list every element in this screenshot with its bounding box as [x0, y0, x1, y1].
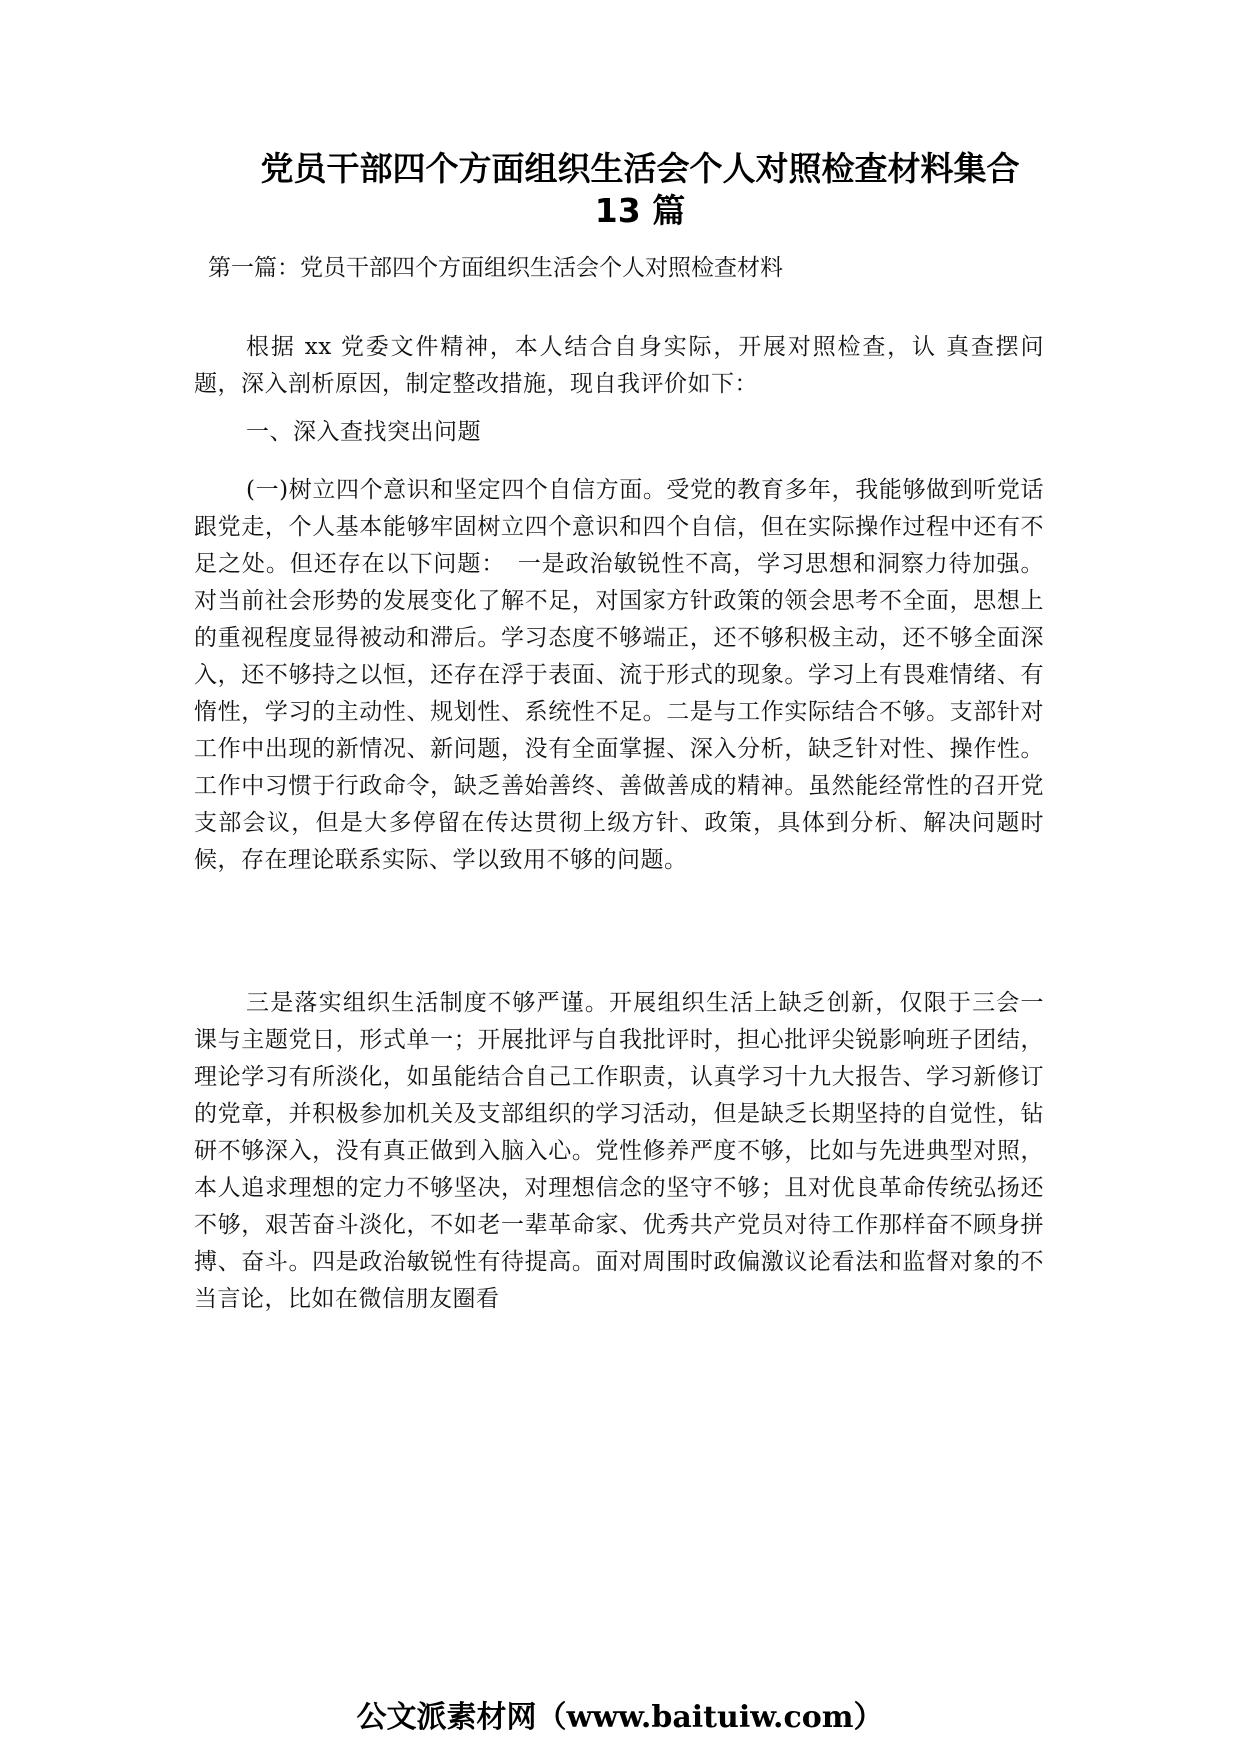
footer-source: 公文派素材网（www.baituiw.com） — [356, 1700, 884, 1735]
title-line-2: 13 篇 — [594, 191, 686, 230]
body-paragraph-2: 三是落实组织生活制度不够严谨。开展组织生活上缺乏创新，仅限于三会一课与主题党日，形式单一；开展批评与自我批评时，担心批评尖锐影响班子团结，理论学习有所淡化，如虽能结合自己工作职责，认真学习十九大报告、学习新修订的党章，并积极参加机关及支部组织的学习活动，但是缺乏长期坚持的自觉性，钻研不够深入，没有真正做到入脑入心。党性修养严度不够，比如与先进典型对照，本人追求理想的定力不够坚决，对理想信念的坚守不够；且对优良革命传统弘扬还不够，艰苦奋斗淡化，不如老一辈革命家、优秀共产党员对待工作那样奋不顾身拼搏、奋斗。四是政治敏锐性有待提高。面对周围时政偏激议论看法和监督对象的不当言论，比如在微信朋友圈看 — [194, 990, 1044, 1312]
title-line-1: 党员干部四个方面组织生活会个人对照检查材料集合 — [260, 149, 1020, 188]
subheading-find-problems: 一、深入查找突出问题 — [246, 419, 481, 445]
body-paragraph-1: (一)树立四个意识和坚定四个自信方面。受党的教育多年，我能够做到听党话跟党走，个人基本能够牢固树立四个意识和四个自信，但在实际操作过程中还有不足之处。但还存在以下问题： 一是政治敏锐性不高，学习思想和洞察力待加强。对当前社会形势的发展变化了解不足，对国家方针政策的领会思考不全面，思想上的重视程度显得被动和滞后。学习态度不够端正，还不够积极主动，还不够全面深入，还不够持之以恒，还存在浮于表面、流于形式的现象。学习上有畏难情绪、有惰性，学习的主动性、规划性、系统性不足。二是与工作实际结合不够。支部针对工作中出现的新情况、新问题，没有全面掌握、深入分析，缺乏针对性、操作性。工作中习惯于行政命令，缺乏善始善终、善做善成的精神。虽然能经常性的召开党支部会议，但是大多停留在传达贯彻上级方针、政策，具体到分析、解决问题时候，存在理论联系实际、学以致用不够的问题。 — [194, 477, 1044, 873]
section-heading: 第一篇：党员干部四个方面组织生活会个人对照检查材料 — [208, 255, 783, 281]
document-title — [190, 148, 1090, 232]
intro-paragraph: 根据 xx 党委文件精神，本人结合自身实际，开展对照检查，认 真查摆问题，深入剖析原因，制定整改措施，现自我评价如下： — [194, 334, 1044, 397]
